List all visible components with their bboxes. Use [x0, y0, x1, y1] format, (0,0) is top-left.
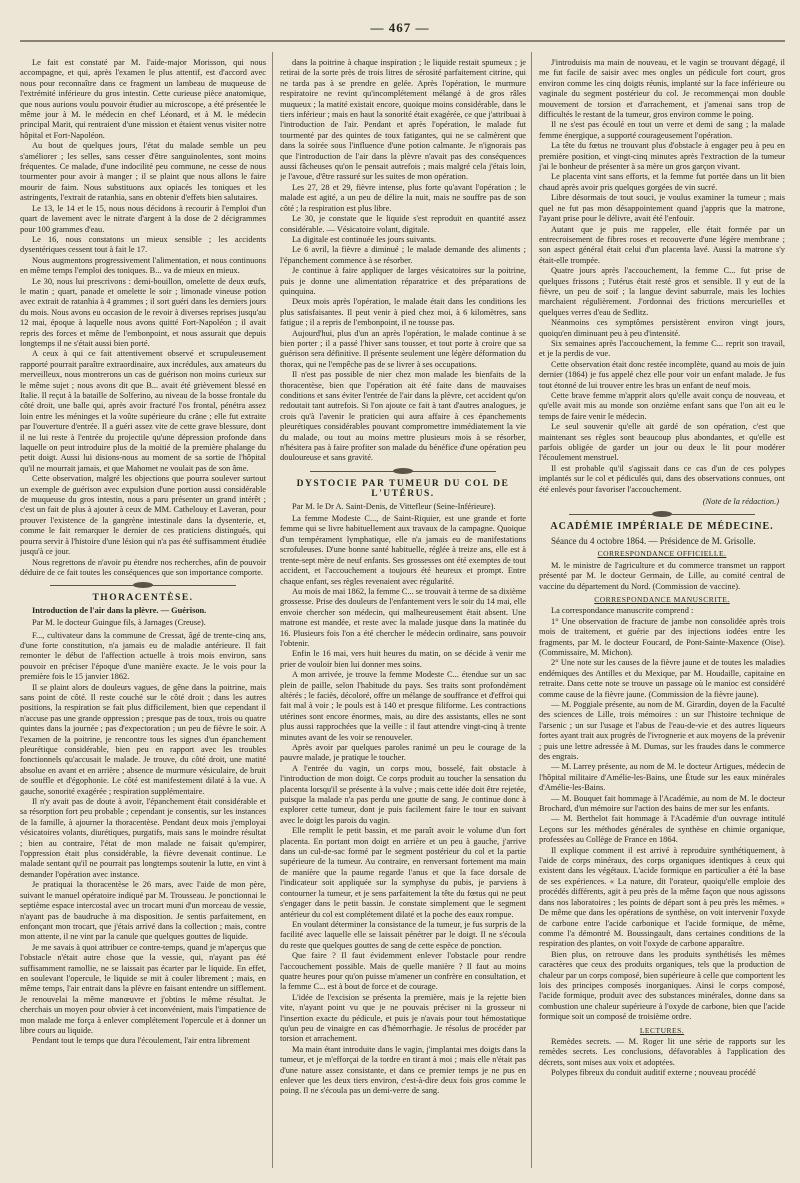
column-divider — [272, 52, 273, 1168]
section-separator — [569, 511, 755, 518]
paragraph: Elle remplit le petit bassin, et me paraît avoir le volume d'un fort placenta. En portant mon doigt en arrière et un peu à gauche, j'arrive dans un cul-de-sac formé par le segment postérieur du col et la partie supérieure de la tumeur. Au contraire, en renversant fortement ma main de manière que la paume regarde l'anus et que la face dorsale de l'indicateur soit appliquée sur la symphyse du pubis, je parviens à contourner la tumeur, et je sens parfaitement la tête du fœtus qui ne peut s'engager dans le petit bassin. Je constate simplement que le segment antérieur du col est complétement dilaté et la poche des eaux rompue. — [280, 826, 526, 919]
paragraph: Pendant tout le temps que dura l'écoulement, l'air entra librement — [32, 1036, 250, 1046]
paragraph: Au bout de quelques jours, l'état du malade semble un peu s'améliorer ; les selles, sans cesser d'être sanguinolentes, sont moins fréquentes. Ce malade, d'une indocilité peu commune, ne cesse de nous tourmenter pour avoir à manger ; il se plaint que nous allons le faire mourir de faim. Nous substituons aux opiacés les toniques et les astringents, l'extrait de ratanhia, sans en obtenir d'effets bien salutaires. — [20, 141, 266, 203]
paragraph: 1° Une observation de fracture de jambe non consolidée après trois mois de traitement, et guérie par des injections iodées entre les fragments, par M. le docteur Foucard, de Pont-Sainte-Maxence (Oise). (Commissaire, M. Michon). — [539, 616, 785, 657]
column-1 — [20, 58, 266, 1168]
manuscript-correspondence-heading: CORRESPONDANCE MANUSCRITE. — [594, 594, 730, 604]
article-byline: Par M. le docteur Guingue fils, à Jarnages (Creuse). — [32, 618, 206, 628]
paragraph: En voulant déterminer la consistance de la tumeur, je fus surpris de la facilité avec laquelle elle se laissait pénétrer par le doigt. Il ne s'écoula du reste que quelques gouttes de sang de cette espèce de ponction. — [280, 919, 526, 950]
paragraph: Le fait est constaté par M. l'aide-major Morisson, qui nous accompagne, et qui, après l'examen le plus attentif, est d'accord avec nous pour reconnaître dans ce fragment un lambeau de muqueuse de l'extrémité inférieure du gros intestin. Cette curieuse pièce anatomique, que nous aurions voulu pouvoir étudier au microscope, a été présentée le même jour à M. le médecin en chef Léonard, et à M. le médecin principal Marit, qui rentraient d'une mission et étaient venus visiter notre hôpital et Fort-Napoléon. — [20, 58, 266, 140]
paragraph: Cette observation, malgré les objections que pourra soulever surtout un exemple de guérison avec expulsion d'une portion aussi considérable de muqueuse du gros intestin, nous a paru présenter un grand intérêt ; c'est un fait de plus à ajouter à ceux de MM. Cathelouy et Laveran, pour prouver l'existence de la gangrène intestinale dans la dysenterie, et, comme le fait remarquer le dernier de ces praticiens distingués, qui pourra servir à l'histoire d'une lésion qui n'a pas été suffisamment étudiée jusqu'à ce jour. — [20, 474, 266, 557]
paragraph: Cette brave femme m'apprit alors qu'elle avait conçu de nouveau, et qu'elle avait mis au monde son onzième enfant sans que l'on ait eu le temps de faire venir le médecin. — [539, 391, 785, 421]
paragraph: Les 27, 28 et 29, fièvre intense, plus forte qu'avant l'opération ; le malade est agité, a un peu de délire la nuit, mais ne souffre pas de son côté ; la respiration est plus libre. — [280, 182, 526, 213]
section-title-dystocie: DYSTOCIE PAR TUMEUR DU COL DE L'UTÉRUS. — [296, 478, 510, 500]
paragraph: — M. Poggiale présente, au nom de M. Girardin, doyen de la Faculté des sciences de Lille, trois mémoires : un sur l'histoire technique de l'arsenic ; un sur l'usage et l'abus de l'eau-de-vie et des autres liqueurs fortes ayant trait aux progrès de l'ivrognerie et aux moyens de la prévenir ; puis une lettre adressée à M. Dumas, sur les fraudes dans le commerce des engrais. — [539, 699, 785, 761]
article-subtitle — [20, 606, 266, 616]
col1-body-2 — [20, 631, 266, 1047]
col3-body-2 — [539, 561, 785, 592]
paragraph: Nous regrettons de n'avoir pu étendre nos recherches, afin de pouvoir déduire de ce fait toutes les conséquences que son importance comporte. — [20, 557, 266, 577]
editor-note: (Note de la rédaction.) — [702, 497, 779, 507]
section-title-thoracentese: THORACENTÈSE. — [92, 593, 194, 604]
lectures-heading: LECTURES. — [639, 1025, 685, 1035]
col2-body-2 — [280, 514, 526, 1097]
paragraph: Il n'est pas possible de nier chez mon malade les bienfaits de la thoracentèse, bien que l'opération ait été faite dans de mauvaises conditions et sans éviter l'entrée de l'air dans la plèvre, cet accident qu'on redoutait tant autrefois. Si l'on ajoute ce fait à tant d'autres analogues, je crois qu'à l'avenir le praticien qui aura affaire à ces épanchements pleurétiques considérables pouvant compromettre immédiatement la vie du malade, ou tout au moins mettre plusieurs mois à se résorber, n'hésitera pas à faire profiter son malade du bénéfice d'une opération peu douloureuse et sans gravité. — [280, 370, 526, 463]
paragraph: La digitale est continuée les jours suivants. — [292, 234, 436, 244]
paragraph: Ma main étant introduite dans le vagin, j'implantai mes doigts dans la tumeur, et je m'efforçai de la tordre en tirant à moi ; mais elle n'était pas d'une nature assez consistante, et dans ce premier temps je ne pus en enlever que les deux tiers environ, c'est-à-dire deux fois gros comme le poing. Il ne s'écoula pas un demi-verre de sang. — [280, 1044, 526, 1096]
paragraph: La correspondance manuscrite comprend : — [551, 606, 694, 616]
paragraph: Bien plus, on retrouve dans les produits synthétisés les mêmes caractères que ceux des produits organiques, tels que la production de chaleur par un corps composé, bien supérieure à celle que comportent les lois des principes composés inorganiques. Ainsi le corps composé, l'acide formique, produit avec des substances minérales, donne dans sa combustion une chaleur supérieure à l'oxyde de carbone, bien que l'acide formique soit un composé de troisième ordre. — [539, 949, 785, 1022]
col1-body — [20, 58, 266, 578]
paragraph: Que faire ? Il faut évidemment enlever l'obstacle pour rendre l'accouchement possible. Mais de quelle manière ? Il faut au moins quatre heures pour qu'on puisse m'amener un confrère en consultation, et la femme C... est à bout de force et de courage. — [280, 951, 526, 992]
col3-body-3 — [539, 606, 785, 1022]
paragraph: Le seul souvenir qu'elle ait gardé de son opération, c'est que maintenant ses règles sont beaucoup plus abondantes, et qu'elle est parfois obligée de garder un jour ou deux le lit pour modérer l'écoulement menstruel. — [539, 422, 785, 463]
paragraph: La femme Modeste C..., de Saint-Riquier, est une grande et forte femme qui se livre habituellement aux travaux de la campagne. Quoique d'un tempérament lymphatique, elle n'a jamais eu de manifestations scrofuleuses. D'une bonne santé habituelle, réglée à treize ans, elle est à trente-sept mère de neuf enfants. Ses grossesses ont été exemptes de tout accident, et l'accouchement a toujours été heureux et prompt. Entre chaque enfant, ses règles revenaient avec régularité. — [280, 514, 526, 586]
paragraph: Au mois de mai 1862, la femme C... se trouvait à terme de sa dixième grossesse. Prise des douleurs de l'enfantement vers le soir du 14 mai, elle envoie chercher son médecin, qui malheureusement était absent. Une matrone est mandée, et reste avec la malade jusque dans la matinée du 16. Plusieurs fois l'on a été chercher le médecin ordinaire, sans pouvoir l'obtenir. — [280, 586, 526, 648]
section-separator — [50, 582, 236, 589]
col2-body — [280, 58, 526, 464]
paragraph: Après avoir par quelques paroles ranimé un peu le courage de la pauvre malade, je pratique le toucher. — [280, 743, 526, 763]
section-separator — [310, 468, 496, 475]
paragraph: Il se plaint alors de douleurs vagues, de gêne dans la poitrine, mais sans point de côté. Il reste couché sur le côté droit ; dans les autres positions, la respiration se fait plus difficilement, bien que cependant il n'accuse pas une grande oppression ; presque pas de toux, trois ou quatre quintes dans la journée ; pas d'expectoration ; un peu de fièvre le soir. A l'examen de la poitrine, je rencontre tous les signes d'un épanchement pleurétique considérable, bien peu en rapport avec les troubles fonctionnels qu'accusait le malade. Je trouve, du côté droit, une matité absolue en avant et en arrière ; absence de murmure vésiculaire, de bruit de souffle et d'égophonie. Le côté est manifestement dilaté à la vue. A gauche, sonorité exagérée ; respiration supplémentaire. — [20, 682, 266, 796]
header-rule — [20, 40, 785, 42]
session-line: Séance du 4 octobre 1864. — Présidence de M. Grisolle. — [551, 535, 756, 546]
paragraph: Il n'y avait pas de doute à avoir, l'épanchement était considérable et sa résorption fort peu probable ; cependant je consentis, sur les instances de la famille, à ajourner la thoracentèse. Pendant deux mois j'employai vésicatoires volants, diurétiques, purgatifs, mais sans le moindre résultat ; bien au contraire, l'état de mon malade ne faisait qu'empirer, l'oppression était plus considérable, la fièvre devenait continue. Le malade sentant qu'il ne pourrait pas longtemps soutenir la lutte, en vint à demander l'opération avec instance. — [20, 797, 266, 879]
paragraph: Remèdes secrets. — M. Roger lit une série de rapports sur les remèdes secrets. Les conclusions, défavorables à l'application des décrets, sont mises aux voix et adoptées. — [539, 1036, 785, 1067]
paragraph: Le 30, nous lui prescrivons : demi-bouillon, omelette de deux œufs, le matin ; quart, panade et omelette le soir ; limonade vineuse potion avec extrait de ratanhia à 4 grammes ; il sort guéri dans les derniers jours du mois. Nous avons eu occasion de le revoir à diverses reprises jusqu'au 12 mai, époque à laquelle nous avons quitté Fort-Napoléon ; il avait repris des forces et même de l'embonpoint, et nous assurait que depuis longtemps il ne s'était aussi bien porté. — [20, 276, 266, 348]
paragraph: — M. Berthelot fait hommage à l'Académie d'un ouvrage intitulé Leçons sur les méthodes générales de synthèse en chimie organique, professées au Collège de France en 1864. — [539, 814, 785, 845]
column-3 — [539, 58, 785, 1168]
paragraph: Je continue à faire appliquer de larges vésicatoires sur la poitrine, puis je donne une alimentation réparatrice et des préparations de quinquina. — [280, 266, 526, 296]
paragraph: A l'entrée du vagin, un corps mou, bosselé, fait obstacle à l'introduction de mon doigt. Ce corps produit au toucher la sensation du placenta lorsqu'il se présente à la vulve ; mais cette idée doit être rejetée, puisque la malade n'a pas perdu une goutte de sang. Je continue donc à explorer cette tumeur, dont je puis facilement faire le tour en suivant avec le doigt les parois du vagin. — [280, 763, 526, 825]
paragraph: 2° Une note sur les causes de la fièvre jaune et de toutes les maladies endémiques des Antilles et du Mexique, par M. Houdaille, capitaine en retraite. Dans cette note se trouve un passage où le manioc est considéré comme cause de la fièvre jaune. (Commission de la fièvre jaune). — [539, 658, 785, 699]
paragraph: Je me savais à quoi attribuer ce contre-temps, quand je m'aperçus que l'obstacle n'était autre chose que la vessie, qui, n'ayant pas été suffisamment ramollie, ne se laissait pas écarter par le liquide. En effet, en soulevant l'opercule, le liquide se mit à couler librement ; mais, en même temps, l'air entrait dans la plèvre en faisant entendre un sifflement. Je renouvelai la même manœuvre et j'obtins le même résultat. Je cherchais un moyen pour obvier à cet inconvénient, mais l'impatience de mon malade me força à enlever complétement l'opercule et à donner un libre cours au liquide. — [20, 942, 266, 1035]
paragraph: M. le ministre de l'agriculture et du commerce transmet un rapport présenté par M. le docteur Germain, de Lille, au comité central de vaccine du département du Nord. (Commission de vaccine). — [539, 560, 785, 591]
paragraph: Nous augmentons progressivement l'alimentation, et nous continuons en même temps l'emploi des toniques. B... va de mieux en mieux. — [20, 255, 266, 276]
paragraph: L'idée de l'excision se présenta la première, mais je la rejette bien vite, n'ayant point vu que je ne pouvais préciser ni la grosseur ni l'insertion exacte du pédicule, et puis je n'avais pour tout hémostatique qu'un peu de vinaigre en cas d'hémorrhagie. Je résolus de procéder par torsion et arrachement. — [280, 992, 526, 1044]
paragraph: La tête du fœtus ne trouvant plus d'obstacle à engager peu à peu en première position, et vingt-cinq minutes après l'extraction de la tumeur j'ai le bonheur de présenter à sa mère un gros garçon vivant. — [539, 141, 785, 172]
paragraph: Polypes fibreux du conduit auditif externe ; nouveau procédé — [551, 1068, 756, 1078]
col3-body — [539, 58, 785, 495]
paragraph: Le 13, le 14 et le 15, nous nous décidons à recourir à l'emploi d'un quart de lavement avec le nitrate d'argent à la dose de 2 décigrammes pour 100 grammes d'eau. — [20, 203, 266, 234]
paragraph: — M. Bouquet fait hommage à l'Académie, au nom de M. le docteur Brochard, d'un mémoire sur l'action des bains de mer sur les enfants. — [539, 793, 785, 814]
paragraph: Cette observation était donc restée incomplète, quand au mois de juin dernier (1864) je fus appelé chez elle pour voir un enfant malade. Je fus tout étonné de lui trouver entre les bras un enfant de neuf mois. — [539, 359, 785, 390]
paragraph: A ceux à qui ce fait attentivement observé et scrupuleusement rapporté pourrait paraître extraordinaire, aux incrédules, aux amateurs du merveilleux, nous montrerons un cas de guérison non moins curieux sur le même sujet ; nous avons dit que B... avait été grièvement blessé en Italie. Il reçut à la bataille de Solferino, au niveau de la bosse frontale du côté droit, une balle qui, après avoir fracturé l'os frontal, pénétra assez loin entre les méninges et la voûte supérieure du crâne ; elle fut extraite par l'ouverture d'entrée. Il a guéri assez vite de cette grave blessure, dont il ne lui reste à l'entrée du projectile qu'une dépression profonde dans laquelle on peut introduire plus de la moitié de la première phalange du petit doigt. Aussi lui disions-nous au moment de sa sortie de l'hôpital qu'il ne mourrait jamais, et que Mahomet ne voulait pas de son âme. — [20, 349, 266, 473]
official-correspondence-heading: CORRESPONDANCE OFFICIELLE. — [597, 549, 727, 559]
academy-title: ACADÉMIE IMPÉRIALE DE MÉDECINE. — [550, 521, 774, 533]
paragraph: Quatre jours après l'accouchement, la femme C... fut prise de quelques frissons ; l'utérus était resté gros et sensible. Il y eut de la fièvre, un peu de soif ; la langue devint saburrale, mais les lochies marchaient régulièrement. J'ordonnai des frictions mercurielles et quelques verres d'eau de Sedlitz. — [539, 266, 785, 317]
column-2 — [280, 58, 526, 1168]
paragraph: Six semaines après l'accouchement, la femme C... reprit son travail, et je la perdis de vue. — [539, 338, 785, 359]
article-byline: Par M. le Dr A. Saint-Denis, de Vittefleur (Seine-Inférieure). — [292, 501, 496, 511]
paragraph: Enfin le 16 mai, vers huit heures du matin, on se décide à venir me prier de vouloir bien lui donner mes soins. — [280, 649, 526, 669]
paragraph: A mon arrivée, je trouve la femme Modeste C... étendue sur un sac plein de paille, selon l'habitude du pays. Ses traits sont profondément altérés ; le faciès, décoloré, offre un mélange de souffrance et d'effroi qui fait mal à voir ; le pouls est à 140 et presque filiforme. Les contractions utérines sont encore énormes, mais, au dire des assistants, elles ne sont plus aussi rapprochées que la veille : il faut attendre vingt-cinq à trente minutes avant de les voir se renouveler. — [280, 670, 526, 742]
paragraph: Il explique comment il est arrivé à reproduire synthétiquement, à l'aide de corps minéraux, des corps organiques identiques à ceux qui existent dans les végétaux. L'acide formique en particulier a été la base de ses expériences. « La nature, dit l'orateur, quoiqu'elle emploie des procédés différents, agit à peu près de la même façon que nous agissons dans nos laboratoires ; les points de départ sont à peu près les mêmes. » De même que dans les opérations de synthèse, on voit intervenir l'oxyde de carbone entre l'acide carbonique et l'acide formique, de même, comme l'a démontré M. Boussingault, dans certaines conditions de la respiration des plantes, on voit l'oxyde de carbone apparaître. — [539, 845, 785, 949]
col3-body-4 — [539, 1037, 785, 1079]
paragraph: Aujourd'hui, plus d'un an après l'opération, le malade continue à se bien porter ; il a passé l'hiver sans tousser, et tout porte à croire que sa guérison sera définitive. Il présente seulement une légère déformation du thorax, qui ne l'empêche pas de se livrer à ses occupations. — [280, 328, 526, 369]
paragraph: Il ne s'est pas écoulé en tout un verre et demi de sang ; la malade femme énergique, a supporté courageusement l'opération. — [539, 120, 785, 140]
paragraph: Deux mois après l'opération, le malade était dans les conditions les plus satisfaisantes. Il peut venir à pied chez moi, à 6 kilomètres, sans fatigue ; il a repris de l'embonpoint, il ne tousse pas. — [280, 297, 526, 328]
paragraph: Le 6 avril, la fièvre a diminué ; le malade demande des aliments ; l'épanchement commence à se résorber. — [280, 245, 526, 265]
paragraph: Le 30, je constate que le liquide s'est reproduit en quantité assez considérable. — Vésicatoire volant, digitale. — [280, 214, 526, 234]
page-number: — 467 — — [370, 20, 430, 35]
paragraph: Je pratiquai la thoracentèse le 26 mars, avec l'aide de mon père, suivant le manuel opératoire indiqué par M. Trousseau. Je ponctionnai le septième espace intercostal avec un trocart muni d'un morceau de vessie, n'ayant pas de baudruche à ma disposition. Je sentis parfaitement, en enfonçant mon trocart, que j'étais arrivé dans la collection ; mais, contre mon attente, il ne vint par la canule que quelques gouttes de liquide. — [20, 880, 266, 942]
paragraph: dans la poitrine à chaque inspiration ; le liquide restait spumeux ; je retirai de la sorte près de trois litres de sérosité parfaitement citrine, qui ne tarda pas à se prendre en gelée. Après l'opération, le murmure respiratoire ne revint qu'incomplétement mélangé à de gros râles muqueux ; la matité existait encore, quoique moins considérable, dans le tiers inférieur ; mais en haut la sonorité était exagérée, ce que j'attribuai à l'introduction de l'air. Pendant et après l'opération, le malade fut tourmenté par des quintes de toux fatigantes, qui ne se calmèrent que dans la soirée sous l'influence d'une potion calmante. Je n'ignorais pas que l'introduction de l'air dans la plèvre n'avait pas des conséquences aussi fâcheuses qu'on le pensait autrefois ; mais malgré cela j'étais loin, je l'avoue, d'être rassuré sur les suites de mon opération. — [280, 58, 526, 182]
paragraph: Autant que je puis me rappeler, elle était formée par un entrecroisement de fibres roses et recouverte d'une légère membrane ; son aspect général était celui d'un placenta lavé. Aussi la matrone s'y était-elle trompée. — [539, 224, 785, 265]
paragraph: Libre désormais de tout souci, je voulus examiner la tumeur ; mais quel ne fut pas mon désappointement quand j'appris que la matrone, l'ayant prise pour le délivre, avait été l'enfouir. — [539, 193, 785, 224]
paragraph: — M. Larrey présente, au nom de M. le docteur Artigues, médecin de l'hôpital militaire d'Amélie-les-Bains, une Étude sur les eaux minérales d'Amélie-les-Bains. — [539, 762, 785, 793]
column-divider — [531, 52, 532, 1168]
paragraph: Il est probable qu'il s'agissait dans ce cas d'un de ces polypes implantés sur le col et pédiculés qui, dans des observations connues, ont été enlevés pour favoriser l'accouchement. — [539, 463, 785, 494]
paragraph: Le placenta vint sans efforts, et la femme fut portée dans un lit bien chaud après avoir pris quelques gorgées de vin sucré. — [539, 172, 785, 192]
paragraph: J'introduisis ma main de nouveau, et le vagin se trouvant dégagé, il me fut facile de saisir avec mes ongles un pédicule fort court, gros environ comme les cinq doigts réunis, implanté sur la face inférieure ou vaginale du segment postérieur du col. Je recommençai mon double mouvement de torsion et d'arrachement, et j'amenai sans trop de difficultés le restant de la tumeur, gros environ comme le poing. — [539, 58, 785, 120]
paragraph: F..., cultivateur dans la commune de Cressat, âgé de trente-cinq ans, d'une forte constitution, n'a jamais eu de maladie antérieure. Il fait remonter le début de l'affection actuelle à trois mois environ, sans pouvoir en préciser l'époque d'une manière exacte. Je le vois pour la première fois le 15 janvier 1862. — [20, 630, 266, 682]
paragraph: Néanmoins ces symptômes persistèrent environ vingt jours, quoiqu'en diminuant peu à peu d'intensité. — [539, 318, 785, 338]
subtitle-text: Introduction de l'air dans la plèvre. — Guérison. — [32, 605, 207, 615]
paragraph: Le 16, nous constatons un mieux sensible ; les accidents dysentériques cessent tout à fait le 17. — [20, 234, 266, 255]
